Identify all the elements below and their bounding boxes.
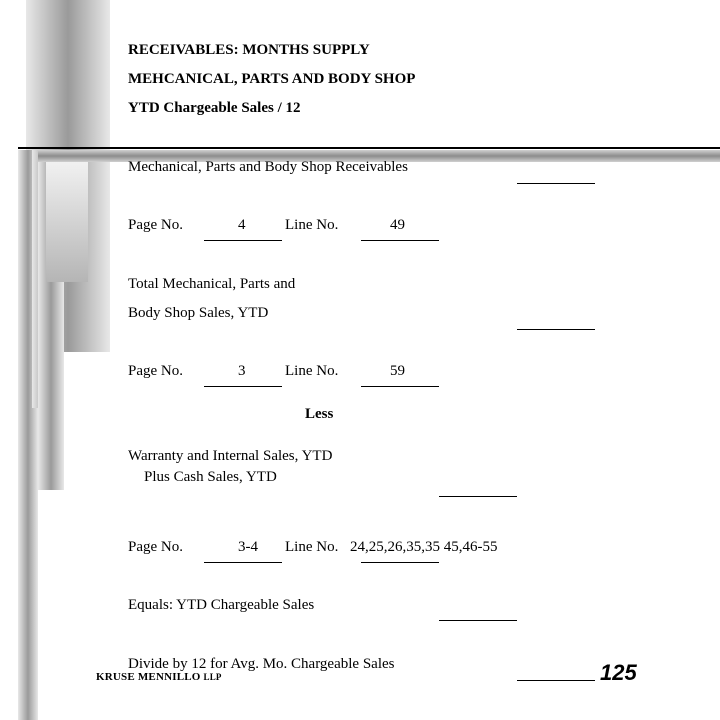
page-no-label: Page No. (128, 217, 183, 233)
header-subtitle: MEHCANICAL, PARTS AND BODY SHOP (128, 71, 416, 87)
page-no-line (204, 562, 282, 563)
page-no-label: Page No. (128, 363, 183, 379)
page-no-value: 3-4 (238, 539, 258, 555)
header-title: RECEIVABLES: MONTHS SUPPLY (128, 42, 370, 58)
total-sales-label-2: Body Shop Sales, YTD (128, 305, 269, 321)
firm-name-text: KRUSE MENNILLO (96, 671, 201, 683)
line-no-label: Line No. (285, 217, 339, 233)
page-no-label: Page No. (128, 539, 183, 555)
divide-answer-line (517, 680, 595, 681)
total-sales-answer-line (517, 329, 595, 330)
page-number: 125 (600, 660, 637, 685)
page-no-value: 3 (238, 363, 246, 379)
line-no-line (361, 386, 439, 387)
line-no-label: Line No. (285, 539, 339, 555)
line-no-value: 49 (390, 217, 405, 233)
header-formula: YTD Chargeable Sales / 12 (128, 100, 301, 116)
line-no-line (361, 240, 439, 241)
page-no-line (204, 240, 282, 241)
receivables-label: Mechanical, Parts and Body Shop Receivables (128, 159, 408, 175)
equals-label: Equals: YTD Chargeable Sales (128, 597, 315, 613)
receivables-answer-line (517, 183, 595, 184)
decor-bar-inner (46, 160, 88, 282)
line-no-value: 59 (390, 363, 405, 379)
line-no-value: 24,25,26,35,35 45,46-55 (350, 539, 498, 555)
total-sales-label-1: Total Mechanical, Parts and (128, 276, 296, 292)
firm-name-suffix: LLP (203, 672, 222, 682)
divide-label: Divide by 12 for Avg. Mo. Chargeable Sales (128, 656, 395, 672)
firm-name (96, 668, 222, 686)
equals-answer-line (439, 620, 517, 621)
page-no-line (204, 386, 282, 387)
header-rule (18, 147, 720, 149)
line-no-label: Line No. (285, 363, 339, 379)
page-no-value: 4 (238, 217, 246, 233)
line-no-line (361, 562, 439, 563)
less-label: Less (305, 406, 334, 422)
warranty-label-1: Warranty and Internal Sales, YTD (128, 448, 333, 464)
warranty-answer-line (439, 496, 517, 497)
warranty-label-2: Plus Cash Sales, YTD (144, 469, 277, 485)
